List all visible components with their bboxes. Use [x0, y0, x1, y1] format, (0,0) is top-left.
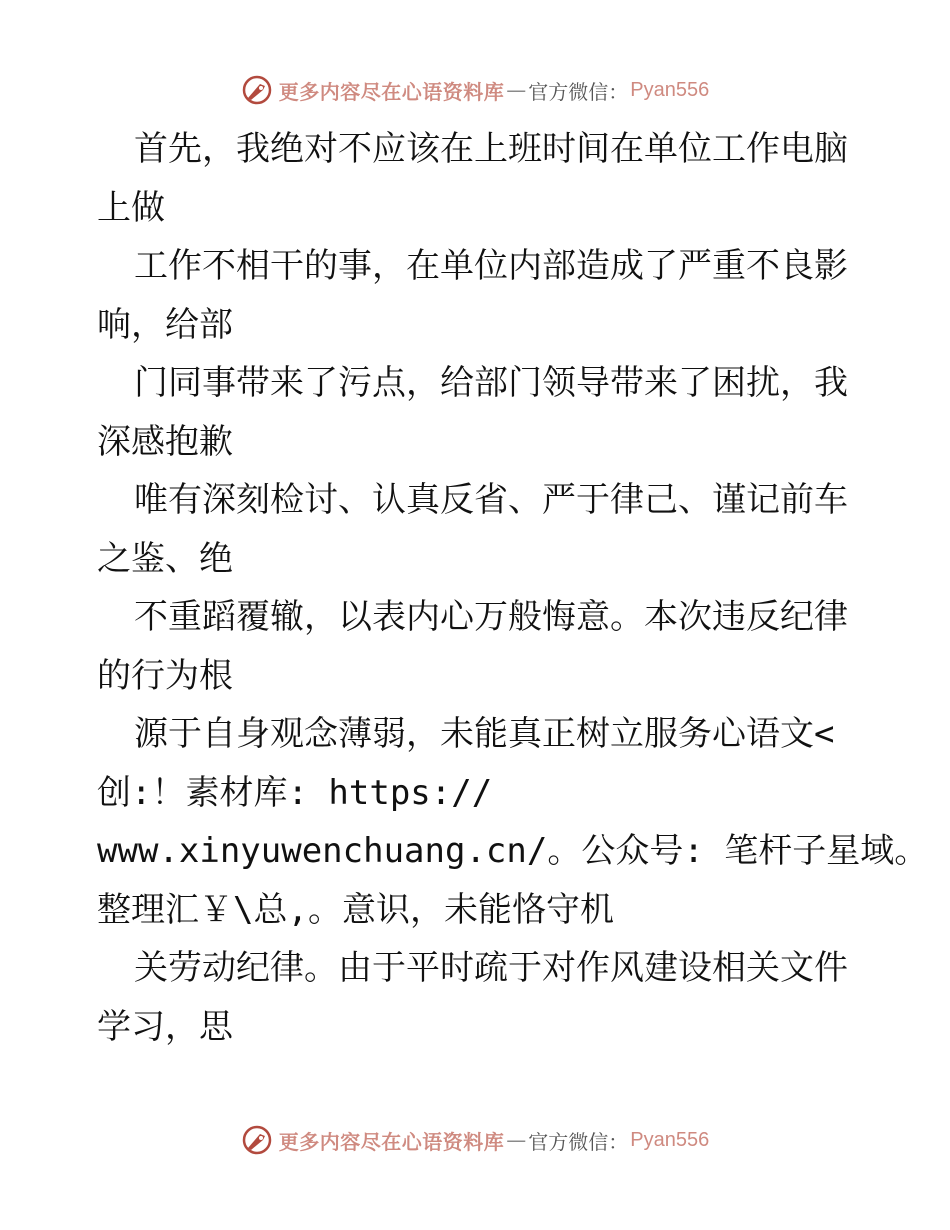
text-line: 工作不相干的事，在单位内部造成了严重不良影: [134, 246, 848, 286]
header-banner: [0, 72, 950, 108]
text-line: 响，给部: [97, 304, 233, 345]
text-line: 首先，我绝对不应该在上班时间在单位工作电脑: [134, 129, 848, 169]
site-name: 更多内容尽在心语资料库: [278, 1129, 505, 1154]
text-line: 学习，思: [97, 1006, 233, 1047]
text-line: 不重蹈覆辙，以表内心万般悔意。本次违反纪律: [134, 597, 848, 637]
wechat-label: 官方微信：: [528, 1129, 629, 1154]
document-body: [97, 120, 929, 1056]
site-name: 更多内容尽在心语资料库: [278, 79, 505, 104]
separator: —: [506, 78, 527, 102]
text-line: 深感抱歉: [97, 421, 233, 462]
wechat-id: Pyan556: [630, 78, 710, 101]
text-line: 上做: [97, 187, 165, 228]
text-line: 门同事带来了污点，给部门领导带来了困扰，我: [134, 363, 848, 403]
pen-nib-circle-icon: [241, 1124, 273, 1156]
wechat-label: 官方微信：: [528, 79, 629, 104]
text-line: 之鉴、绝: [97, 538, 233, 579]
text-line: www.xinyuwenchuang.cn/。公众号: 笔杆子星域。: [97, 831, 929, 871]
text-line: 源于自身观念薄弱，未能真正树立服务心语文<: [134, 714, 835, 754]
footer-banner: [0, 1122, 950, 1158]
text-line: 的行为根: [97, 655, 233, 696]
text-line: 唯有深刻检讨、认真反省、严于律己、谨记前车: [134, 480, 848, 520]
wechat-id: Pyan556: [630, 1128, 710, 1151]
separator: —: [506, 1128, 527, 1152]
text-line: 关劳动纪律。由于平时疏于对作风建设相关文件: [134, 948, 848, 988]
text-line: 整理汇￥\总,。意识，未能恪守机: [97, 889, 614, 930]
pen-nib-circle-icon: [241, 74, 273, 106]
text-line: 创:！素材库: https://: [97, 772, 493, 813]
